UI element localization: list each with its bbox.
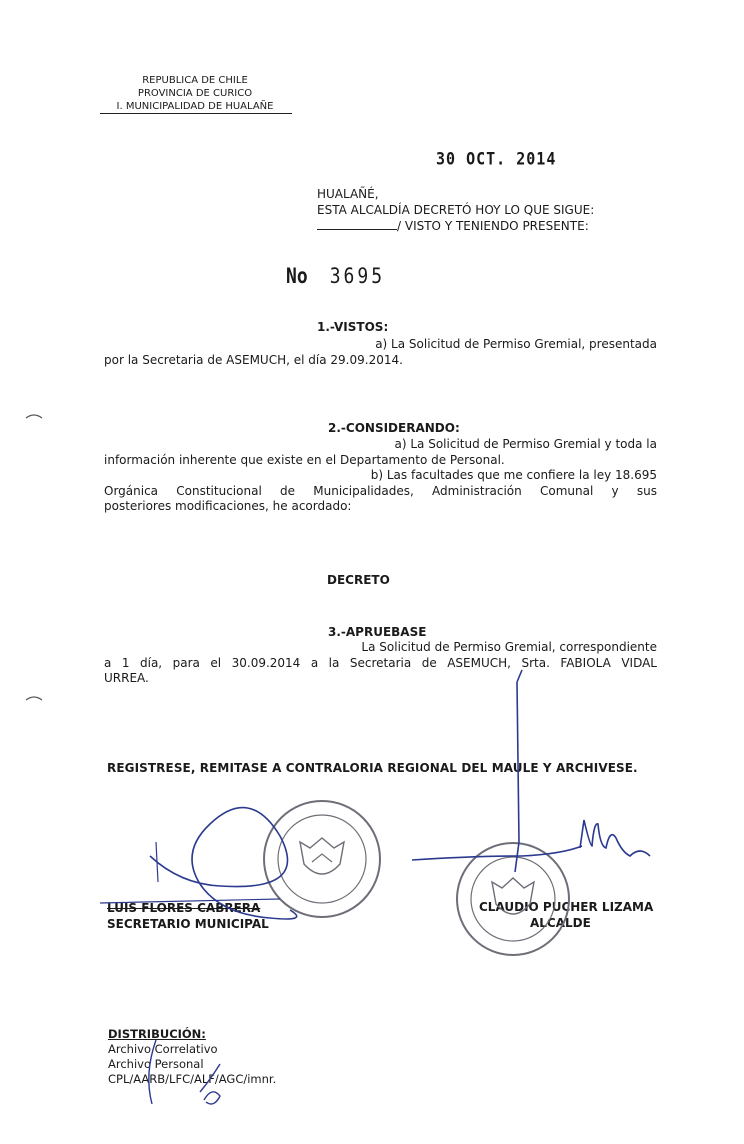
intro-line-2: ESTA ALCALDÍA DECRETÓ HOY LO QUE SIGUE: [317,203,595,217]
mayor-seal-icon [457,843,569,955]
intro-line-3-text: / VISTO Y TENIENDO PRESENTE: [397,219,589,233]
distribution-item: Archivo Personal [108,1057,204,1071]
distribution-title: DISTRIBUCIÓN: [108,1027,206,1041]
vistos-line-1: a) La Solicitud de Permiso Gremial, presentada [375,337,657,351]
considerando-b-line-3: posteriores modificaciones, he acordado: [104,499,352,513]
right-signature-icon [412,820,650,860]
apruebase-line-3: URREA. [104,671,149,685]
signatory-left-title: SECRETARIO MUNICIPAL [107,917,269,931]
distribution-item: Archivo Correlativo [108,1042,218,1056]
punch-mark-icon [26,697,42,700]
decree-number-value: 3695 [329,263,386,290]
punch-mark-icon [26,415,42,418]
distribution-item: CPL/AARB/LFC/ALF/AGC/imnr. [108,1072,277,1086]
header-line-3: I. MUNICIPALIDAD DE HUALAÑE [116,101,274,112]
considerando-a-line-1: a) La Solicitud de Permiso Gremial y toda la [394,437,657,451]
vistos-line-2: por la Secretaria de ASEMUCH, el día 29.09.2014. [104,352,403,367]
initials-scribble-icon [149,1040,220,1104]
closing-statement: REGISTRESE, REMITASE A CONTRALORIA REGIONAL DEL MAULE Y ARCHIVESE. [107,761,638,775]
date-stamp: 30 OCT. 2014 [436,148,557,170]
header-line-2: PROVINCIA DE CURICO [137,88,253,99]
header-line-1: REPUBLICA DE CHILE [142,75,248,86]
right-signature-stroke-icon [515,670,522,872]
apruebase-heading: 3.-APRUEBASE [328,625,427,639]
considerando-b-line-2: Orgánica Constitucional de Municipalidades, Administración Comunal y sus [104,483,657,498]
considerando-b-line-1: b) Las facultades que me confiere la ley 18.695 [370,468,657,482]
intro-place: HUALAÑÉ, [317,187,379,201]
considerando-a-line-2: información inherente que existe en el Departamento de Personal. [104,452,505,467]
decree-number-label: No [286,263,308,290]
secretary-seal-icon [264,801,380,917]
signatory-right-title: ALCALDE [530,916,591,930]
apruebase-line-2: a 1 día, para el 30.09.2014 a la Secretaria de ASEMUCH, Srta. FABIOLA VIDAL [104,655,657,670]
vistos-heading: 1.-VISTOS: [317,320,389,334]
signatory-right-name: CLAUDIO PUCHER LIZAMA [479,900,654,914]
decreto-title: DECRETO [327,573,390,587]
apruebase-line-1: La Solicitud de Permiso Gremial, correspondiente [361,640,657,654]
signatory-left-name: LUIS FLORES CABRERA [107,901,261,915]
considerando-heading: 2.-CONSIDERANDO: [328,421,460,435]
